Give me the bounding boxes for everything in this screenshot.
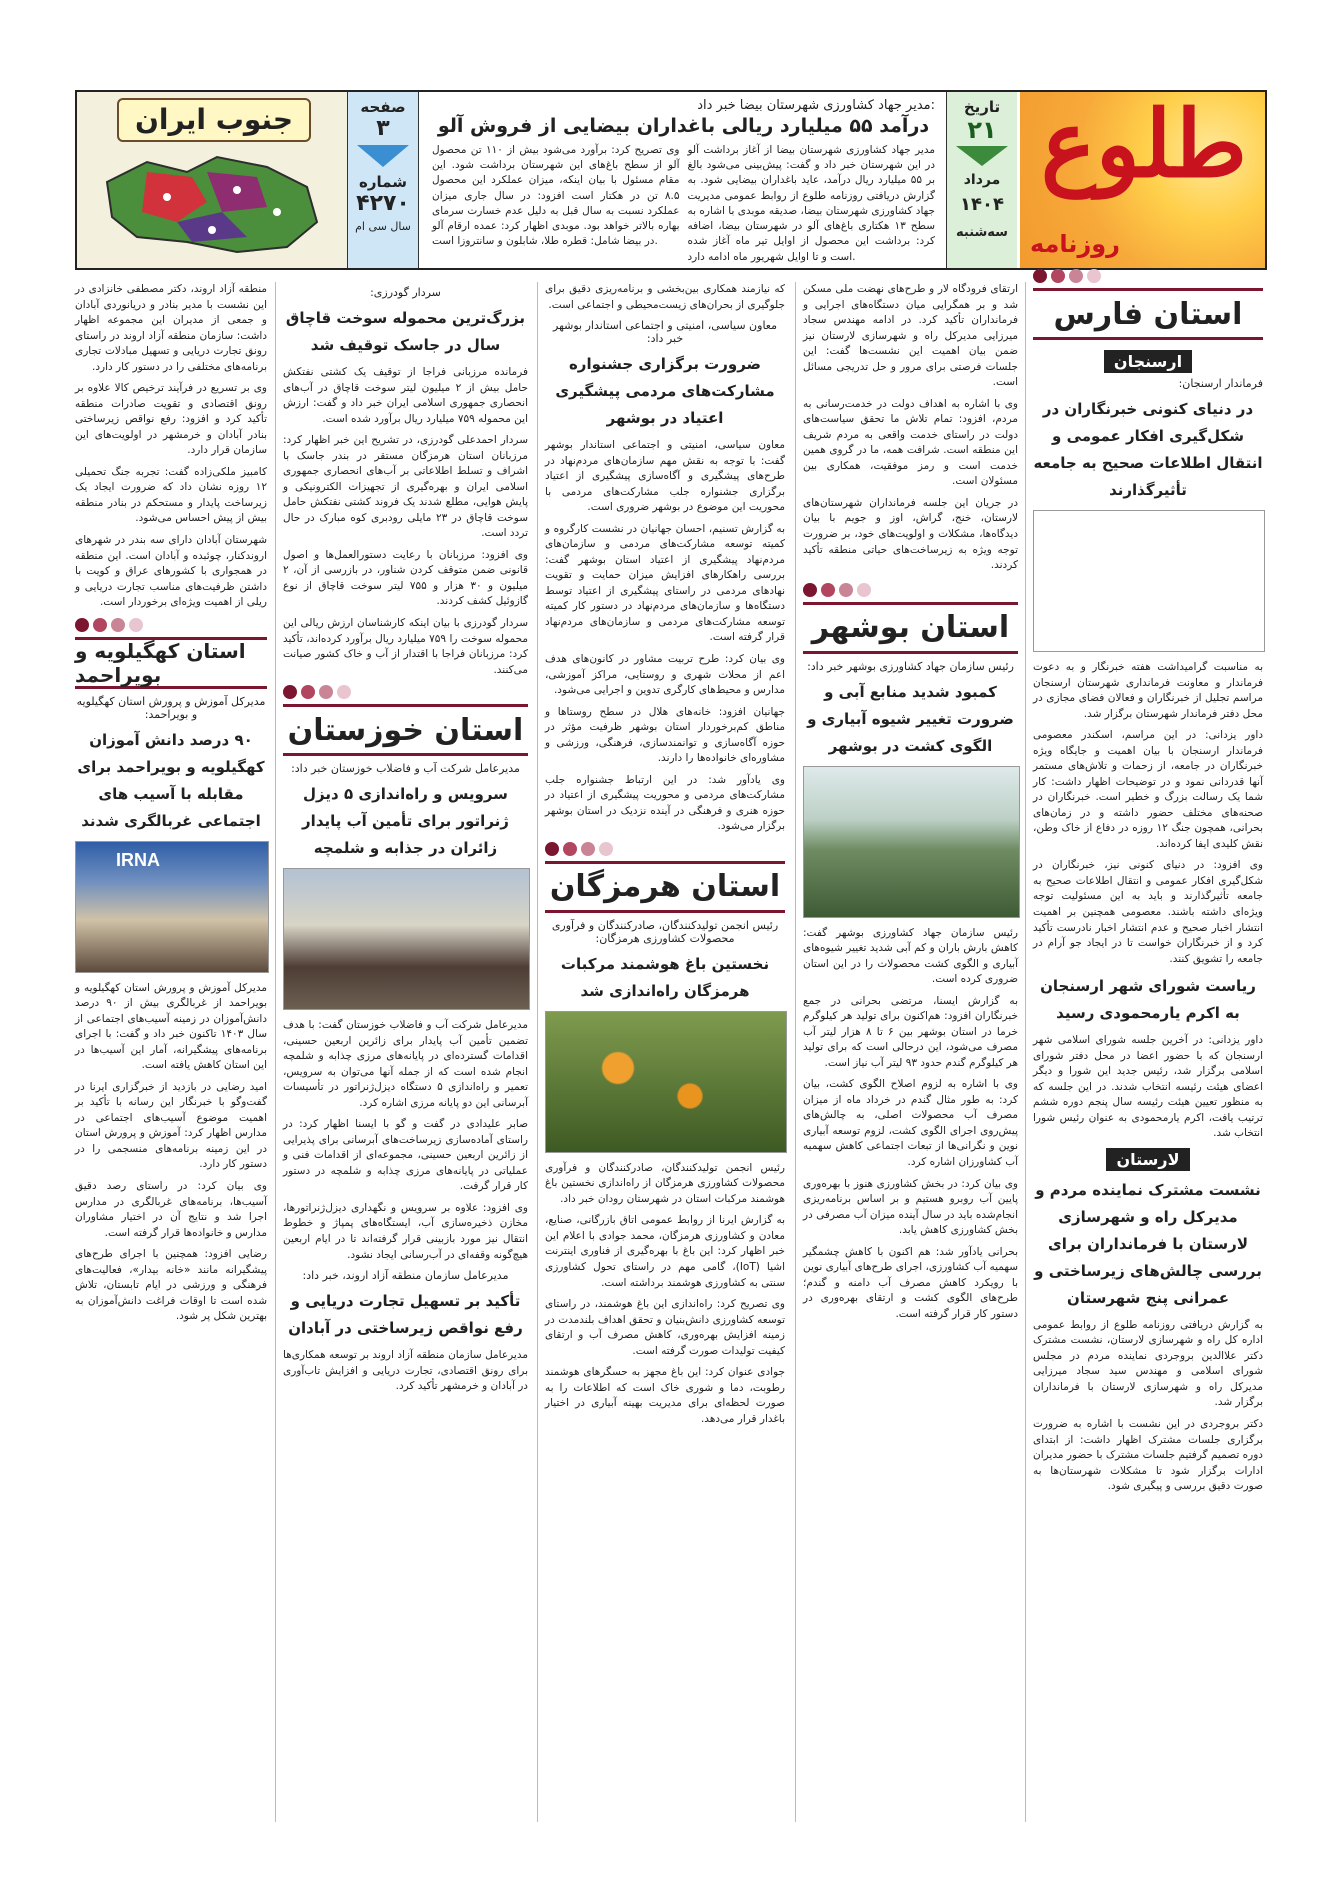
brand-subtitle: روزنامه bbox=[1030, 230, 1120, 258]
bushehr-paragraph: ارتقای فرودگاه لار و طرح‌های نهضت ملی مسکن شد و بر همگرایی میان دستگاه‌های اجرایی و فرمانداران تأکید کرد. در ادامه مهندس سجاد میرزایی مدیرکل راه و شهرسازی لارستان نیز ضمن بیان اهمیت این نشست‌ها گفت: این جلسات فرصتی برای مرور و حل تدریجی مسائل است. bbox=[803, 283, 1018, 389]
issue-number: ۴۲۷۰ bbox=[356, 191, 410, 216]
hormozgan-kicker-2: رئیس انجمن تولیدکنندگان، صادرکنندگان و فرآوری محصولات کشاورزی هرمزگان: bbox=[551, 918, 779, 945]
hormozgan-paragraph: وی تصریح کرد: راه‌اندازی این باغ هوشمند، در راستای توسعه کشاورزی دانش‌بنیان و تحقق اهداف بلندمدت در زمینه افزایش بهره‌وری، کاهش مصرف آب و ارتقای کیفیت تولیدات صورت گرفته است. bbox=[545, 1298, 785, 1357]
kohgiluyeh-paragraph: وی بر تسریع در فرآیند ترخیص کالا علاوه بر رونق اقتصادی و تقویت صادرات منطقه تأکید کرد و افزود: رفع نواقص زیرساختی بنادر آبادان و خرمشهر در اولویت‌های این سازمان قرار دارد. bbox=[75, 382, 267, 457]
fars-paragraph: به گزارش دریافتی روزنامه طلوع از روابط عمومی اداره کل راه و شهرسازی لارستان، نشست مشترک دکتر علاالدین بروجردی نماینده مردم در مجلس شورای اسلامی و مهندس سید سجاد میرزایی مدیرکل راه و شهرسازی لارستان با فرمانداران برگزار شد. bbox=[1033, 1318, 1263, 1409]
hormozgan-kicker: معاون سیاسی، امنیتی و اجتماعی استاندار بوشهر خبر داد: bbox=[553, 319, 777, 346]
hormozgan-paragraph: به گزارش ایرنا از روابط عمومی اتاق بازرگانی، صنایع، معادن و کشاورزی هرمزگان، محمد جوادی با اعلام این خبر اظهار کرد: این باغ با بهره‌گیری از فناوری اینترنت اشیا (IoT)، گامی مهم در راستای تحول کشاورزی سنتی به کشاورزی هوشمند برداشته است. bbox=[545, 1214, 785, 1289]
section-title-hormozgan: استان هرمزگان bbox=[545, 861, 785, 913]
top-kicker: مدیر جهاد کشاورزی شهرستان بیضا خبر داد: bbox=[697, 98, 935, 113]
month: مرداد bbox=[963, 172, 1001, 188]
region-title: جنوب ایران bbox=[117, 98, 311, 142]
kohgiluyeh-column bbox=[75, 282, 267, 1331]
section-title-kohgiluyeh: استان کهگیلویه و بویراحمد bbox=[75, 637, 267, 689]
khuzestan-kicker-2: مدیرعامل شرکت آب و فاضلاب خوزستان خبر داد: bbox=[291, 762, 520, 776]
kohgiluyeh-paragraph: امید رضایی در بازدید از خبرگزاری ایرنا در گفت‌وگو با خبرنگار این رسانه با تأکید بر اهمیت موضوع آسیب‌های اجتماعی در مدارس اظهار کرد: آموزش و پرورش استان در این زمینه برنامه‌های منسجمی را در دستور کار دارد. bbox=[75, 1080, 267, 1171]
kohgiluyeh-paragraph: کامبیز ملکی‌زاده گفت: تجربه جنگ تحمیلی ۱۲ روزه نشان داد که ضرورت ایجاد یک زیرساخت پایدار و مستحکم در بنادر منطقه بیش از پیش احساس می‌شود. bbox=[75, 465, 267, 525]
bushehr-headline: کمبود شدید منابع آبی و ضرورت تغییر شیوه آبیاری و الگوی کشت در بوشهر bbox=[807, 682, 1014, 755]
kohgiluyeh-headline: ۹۰ درصد دانش آموزان کهگیلویه و بویراحمد برای مقابله با آسیب های اجتماعی غربالگری شدند bbox=[77, 730, 265, 830]
page-number: ۳ bbox=[376, 116, 390, 141]
khuzestan-paragraph: مدیرعامل شرکت آب و فاضلاب خوزستان گفت: با هدف تضمین تأمین آب پایدار برای زائرین اربعین حسینی، اقدامات گسترده‌ای در پایانه‌های مرزی چذابه و شلمچه انجام شده است که از جمله آنها می‌توان به سرویس، تعمیر و راه‌اندازی ۵ دستگاه دیزل‌ژنراتور در تأسیسات آبرسانی این دو پایانه مرزی اشاره کرد. bbox=[283, 1019, 529, 1109]
fars-headline: در دنیای کنونی خبرنگاران در شکل‌گیری افکار عمومی و انتقال اطلاعات صحیح به جامعه تأثیرگذارند bbox=[1033, 400, 1263, 499]
bushehr-paragraph: بحرانی یادآور شد: هم اکنون با کاهش چشمگیر سهمیه آب کشاورزی، اجرای طرح‌های آبیاری نوین با رویکرد کاهش مصرف آب دامنه و گندم؛ طرح‌های الگوی کشت و ارتقای بهره‌وری در دستور کار قرار گرفته است. bbox=[803, 1245, 1018, 1320]
day: ۲۱ bbox=[967, 116, 997, 144]
tag-larestan: لارستان bbox=[1106, 1148, 1189, 1171]
khuzestan-column bbox=[283, 282, 528, 1401]
kohgiluyeh-paragraph: وی بیان کرد: در راستای رصد دقیق آسیب‌ها، برنامه‌های غربالگری در مدارس اجرا شد و نتایج آن در اختیار مشاوران مدارس و خانواده‌ها قرار گرفته است. bbox=[75, 1180, 267, 1239]
hormozgan-paragraph: وی یادآور شد: در این ارتباط جشنواره جلب مشارکت‌های مردمی و محوریت پیشگیری از اعتیاد در حوزه هنری و فرهنگی در آینده نزدیک در استان بوشهر برگزار می‌شود. bbox=[545, 773, 785, 833]
hormozgan-paragraph: جوادی عنوان کرد: این باغ مجهز به حسگرهای هوشمند رطوبت، دما و شوری خاک است که اطلاعات را به صورت لحظه‌ای برای مدیریت بهینه آبیاری در اختیار باغدار قرار می‌دهد. bbox=[545, 1366, 785, 1425]
bushehr-paragraph: وی بیان کرد: در بخش کشاورزی هنوز با بهره‌وری پایین آب روبرو هستیم و بر اساس برنامه‌ریزی انجام‌شده باید در سال آینده میزان آب مصرفی در بخش کشاورزی کاهش یابد. bbox=[803, 1177, 1018, 1237]
khuzestan-paragraph: فرمانده مرزبانی فراجا از توقیف یک کشتی نفتکش حامل بیش از ۲ میلیون لیتر سوخت قاچاق در آب‌های انحصاری جمهوری اسلامی ایران خبر داد و گفت: ارزش این محموله ۷۵۹ میلیارد ریال برآورد شده است. bbox=[283, 366, 528, 425]
issue-label: شماره bbox=[359, 173, 407, 191]
section-title-khuzestan: استان خوزستان bbox=[283, 704, 528, 756]
fars-paragraph: به مناسبت گرامیداشت هفته خبرنگار و به دعوت فرماندار و معاونت فرمانداری شهرستان ارسنجان مراسم تجلیل از خبرنگاران و فعالان فضای مجازی در محل دفتر فرماندار شهرستان برگزار شد. bbox=[1033, 661, 1263, 720]
fars-headline-2: ریاست شورای شهر ارسنجان به اکرم یارمحمودی رسید bbox=[1040, 977, 1256, 1023]
khuzestan-paragraph: سردار احمدعلی گودرزی، در تشریح این خبر اظهار کرد: مرزبانان استان هرمزگان مستقر در بندر جاسک با اشراف و تسلط اطلاعاتی بر آب‌های انحصاری جمهوری اسلامی ایران و بهره‌گیری از تجهیزات الکترونیکی و پایش هوایی، مطلع شدند یک فروند کشتی نفتکش حامل سوخت قاچاق در ۲۳ مایلی رودبری کوه مبارک در حال تردد است. bbox=[283, 434, 528, 540]
khuzestan-headline-3: تأکید بر تسهیل تجارت دریایی و رفع نواقص زیرساختی در آبادان bbox=[288, 1292, 523, 1338]
kohgiluyeh-paragraph: شهرستان آبادان دارای سه بندر در شهرهای اروندکنار، چوئبده و آبادان است. این منطقه در همجواری با کشورهای عراق و کویت با داشتن ظرفیت‌های مناسب تجارت دریایی و ریلی از اهمیت ویژه‌ای برخوردار است. bbox=[75, 533, 267, 609]
top-text: وی تصریح کرد: برآورد می‌شود بیش از ۱۱۰ تن محصول آلو از سطح باغ‌های این شهرستان برداشت شود. این مقام مسئول با بیان اینکه، میزان عملکرد این محصول ۸.۵ تن در هکتار است افزود: در سال جاری میزان عملکرد نسبت به سال قبل به دلیل عدم خسارت سرمای بهاره بالاتر خواهد بود. موبدی اظهار کرد: عمده ارقام آلو در بیضا شامل: قطره طلا، شابلون و سانتروزا است. bbox=[432, 144, 680, 248]
date-arrow-icon bbox=[956, 146, 1008, 166]
fars-kicker: فرماندار ارسنجان: bbox=[1178, 377, 1263, 390]
bushehr-paragraph: وی با اشاره به لزوم اصلاح الگوی کشت، بیان کرد: به طور مثال گندم در خرداد ماه از میزان مصرف آب محصولات اصلی، به چالش‌های پیش‌روی اجرای الگوی کشت، لزوم توسعه آبیاری نوین و نگرانی‌ها از تبعات اجتماعی کاهش سهمیه آب کشاورزان اشاره کرد. bbox=[803, 1078, 1018, 1168]
khuzestan-headline-2: سرویس و راه‌اندازی ۵ دیزل ژنراتور برای تأمین آب پایدار زائران در جذابه و شلمچه bbox=[302, 785, 509, 858]
date-box bbox=[946, 92, 1017, 268]
bushehr-paragraph: به گزارش ایسنا، مرتضی بحرانی در جمع خبرنگاران افزود: هم‌اکنون برای تولید هر کیلوگرم خرما در استان بوشهر بین ۶ تا ۸ هزار لیتر آب مصرف می‌شود، این درحالی است که برای تولید هر کیلوگرم گندم حدود ۹۳ لیتر آب نیاز است. bbox=[803, 994, 1019, 1069]
hormozgan-column bbox=[545, 282, 785, 1433]
hormozgan-paragraph: معاون سیاسی، امنیتی و اجتماعی استاندار بوشهر گفت: با توجه به نقش مهم سازمان‌های مردم‌نهاد در طرح‌های پیشگیری و آگاه‌سازی پیشگیری از اعتیاد برگزاری جشنواره جلب مشارکت‌های مردمی با محوریت این موضوع در بوشهر ضروری است. bbox=[545, 439, 785, 514]
newspaper-logo bbox=[1020, 92, 1265, 268]
fars-paragraph: داور یزدانی: در این مراسم، اسکندر معصومی فرماندار ارسنجان با بیان اهمیت و جایگاه ویژه خبرنگاران در جامعه، از زحمات و تلاش‌های مستمر آنها قدردانی نمود و در توضیحات اظهار داشت: کار شما یک رسالت بزرگ و خطیر است. خبرنگاران در صحنه‌های مختلف حضور داشته و در زمان‌های بحرانی، همچون جنگ ۱۲ روزه در دفاع از خاک وطن، نقش کلیدی ایفا کرده‌اند. bbox=[1033, 729, 1263, 850]
hormozgan-paragraph: رئیس انجمن تولیدکنندگان، صادرکنندگان و فرآوری محصولات کشاورزی هرمزگان از راه‌اندازی نخستین باغ هوشمند مرکبات استان در شهرستان رودان خبر داد. bbox=[545, 1161, 785, 1205]
khuzestan-paragraph: وی افزود: مرزبانان با رعایت دستورالعمل‌ها و اصول قانونی ضمن متوقف کردن شناور، در بازرسی از آن، ۲ میلیون و ۳۰ هزار و ۷۵۵ لیتر سوخت قاچاق از نوع گازوئیل کشف کردند. bbox=[283, 548, 528, 608]
khuzestan-paragraph: مدیرعامل سازمان منطقه آزاد اروند بر توسعه همکاری‌ها برای رونق اقتصادی، تجارت دریایی و افزایش تاب‌آوری در آبادان و خرمشهر تأکید کرد. bbox=[283, 1349, 528, 1393]
hormozgan-paragraph: که نیازمند همکاری بین‌بخشی و برنامه‌ریزی دقیق برای جلوگیری از بحران‌های زیست‌محیطی و اجتماعی است. bbox=[545, 283, 785, 311]
pilgrims-photo bbox=[283, 868, 530, 1010]
hormozgan-headline: ضرورت برگزاری جشنواره مشارکت‌های مردمی پیشگیری اعتیاد در بوشهر bbox=[555, 355, 775, 428]
section-title-fars: استان فارس bbox=[1033, 288, 1263, 340]
khuzestan-headline: بزرگ‌ترین محموله سوخت قاچاق سال در جاسک توقیف شد bbox=[285, 309, 526, 354]
kohgiluyeh-kicker: مدیرکل آموزش و پرورش استان کهگیلویه و بویراحمد: bbox=[76, 694, 266, 721]
khuzestan-kicker: سردار گودرزی: bbox=[370, 286, 441, 299]
irna-logo: IRNA bbox=[116, 849, 160, 870]
bushehr-kicker: رئیس سازمان جهاد کشاورزی بوشهر خبر داد: bbox=[807, 659, 1014, 673]
page-arrow-icon bbox=[357, 145, 409, 167]
ceremony-photo bbox=[1033, 510, 1265, 652]
citrus-orchard-photo bbox=[545, 1011, 787, 1153]
year-label: سال سی ام bbox=[355, 220, 411, 233]
fars-paragraph: وی افزود: در دنیای کنونی نیز، خبرنگاران در شکل‌گیری افکار عمومی و انتقال اطلاعات صحیح به جامعه تأثیرگذارند و باید به این مسئولیت توجه ویژه‌ای داشته باشند. معصومی همچنین بر اهمیت انتشار اخبار صحیح و عدم انتشار اخبار نادرست تأکید کرد و از خبرنگاران خواست تا در ایجاد جو آرام در جامعه را تشویق کنند. bbox=[1033, 859, 1263, 965]
hormozgan-paragraph: جهانیان افزود: خانه‌های هلال در سطح روستاها و مناطق کم‌برخوردار استان بوشهر ظرفیت مؤثر در حوزه آگاه‌سازی و توانمندسازی، فرهنگی، ورزشی و مشاوره‌ای خانواده‌ها را دارند. bbox=[545, 705, 785, 765]
masthead bbox=[75, 90, 1267, 270]
top-headline: درآمد ۵۵ میلیارد ریالی باغداران بیضایی از فروش آلو bbox=[437, 115, 930, 137]
page-info bbox=[347, 92, 419, 268]
top-text: مدیر جهاد کشاورزی شهرستان بیضا از آغاز برداشت آلو در این شهرستان خبر داد و گفت: پیش‌بینی می‌شود بالغ بر ۵۵ میلیارد ریال درآمد، عاید باغداران بیضایی شود. به گزارش دریافتی روزنامه طلوع از روابط عمومی مدیریت جهاد کشاورزی شهرستان بیضا، صدیقه موبدی با اشاره به سطح ۱۳ هکتاری باغ‌های آلو در شهرستان بیضا، اضافه کرد: برداشت این محصول از اوایل تیر ماه آغاز شده است و تا اوایل شهریور ماه ادامه دارد. bbox=[687, 144, 936, 263]
bushehr-column bbox=[803, 282, 1018, 1328]
hormozgan-paragraph: به گزارش تسنیم، احسان جهانیان در نشست کارگروه و کمیته توسعه مشارکت‌های مردمی و سازمان‌های مردم‌نهاد پیشگیری از اعتیاد استان بوشهر گفت: بررسی راهکارهای افزایش میزان حمایت و تقویت نهادهای مردمی در راستای پیشگیری از اعتیاد توسط دستگاه‌ها و سازمان‌های مردم‌نهاد در دستور کار کمیته توسعه مشارکت‌های مردمی و سازمان‌های مردم‌نهاد قرار گرفته است. bbox=[545, 522, 785, 644]
brand-name: طلوع bbox=[1040, 90, 1247, 198]
hormozgan-paragraph: وی بیان کرد: طرح تربیت مشاور در کانون‌های هدف اعم از محلات شهری و روستایی، مراکز آموزشی، مدارس و محیط‌های کارگری تدوین و اجرایی می‌شود. bbox=[545, 652, 785, 697]
bushehr-paragraph: در جریان این جلسه فرمانداران شهرستان‌های لارستان، خنج، گراش، اوز و جویم با بیان دیدگاه‌ها، مشکلات و اولویت‌های خود، بر ضرورت توجه ویژه به زیرساخت‌های حیاتی منطقه تأکید کردند. bbox=[803, 496, 1018, 572]
region-box bbox=[77, 92, 347, 268]
top-story bbox=[422, 92, 945, 268]
hormozgan-headline-2: نخستین باغ هوشمند مرکبات هرمزگان راه‌اندازی شد bbox=[560, 954, 770, 1000]
khuzestan-paragraph: وی افزود: علاوه بر سرویس و نگهداری دیزل‌ژنراتورها، مخازن ذخیره‌سازی آب، ایستگاه‌های پمپاژ و خطوط انتقال نیز مورد بازبینی قرار گرفته‌اند تا در ایام اربعین هیچ‌گونه وقفه‌ای در آب‌رسانی ایجاد نشود. bbox=[283, 1201, 528, 1261]
fars-paragraph: داور یزدانی: در آخرین جلسه شورای اسلامی شهر ارسنجان که با حضور اعضا در محل دفتر شورای اسلامی برگزار شد، رئیس جدید این شورا و دیگر اعضای هیئت رئیسه انتخاب شدند. در این جلسه که به منظور تعیین هیئت رئیسه سال پنجم دوره ششم ترتیب یافت، اکرم یارمحمودی به عنوان رئیس شورا انتخاب شد. bbox=[1033, 1034, 1263, 1140]
bushehr-paragraph: رئیس سازمان جهاد کشاورزی بوشهر گفت: کاهش بارش باران و کم آبی شدید تغییر شیوه‌های آبیاری و الگوی کشت محصولات را در این استان ضروری کرده است. bbox=[803, 926, 1018, 986]
section-title-bushehr: استان بوشهر bbox=[803, 602, 1018, 654]
fars-paragraph: دکتر بروجردی در این نشست با اشاره به ضرورت برگزاری جلسات مشترک اظهار داشت: از ابتدای دوره تصمیم گرفتیم جلسات مشترک با حضور مدیران ادارات برگزار شود تا مشکلات شهرستان‌ها به صورت دقیق بررسی و پیگیری شود. bbox=[1033, 1418, 1263, 1493]
page-label: صفحه bbox=[360, 98, 406, 116]
tag-arsanjan: ارسنجان bbox=[1104, 350, 1192, 373]
kohgiluyeh-paragraph: منطقه آزاد اروند، دکتر مصطفی خانزادی در این نشست با مدیر بنادر و دریانوردی آبادان و جمعی از مدیران این مجموعه اظهار داشت: سازمان منطقه آزاد اروند در راستای رونق تجارت دریایی و تسهیل مبادلات تجاری برنامه‌های مختلفی را در دستور کار دارد. bbox=[75, 283, 267, 373]
khuzestan-kicker-3: مدیرعامل سازمان منطقه آزاد اروند، خبر داد: bbox=[302, 1269, 509, 1283]
weekday: سه‌شنبه bbox=[956, 225, 1008, 240]
fars-column bbox=[1033, 282, 1263, 1501]
kohgiluyeh-paragraph: مدیرکل آموزش و پرورش استان کهگیلویه و بویراحمد از غربالگری بیش از ۹۰ درصد دانش‌آموزان در زمینه آسیب‌های اجتماعی از سال ۱۴۰۳ تاکنون خبر داد و گفت: با اجرای برنامه‌های پیشگیرانه، آمار این آسیب‌ها در این استان کاهش یافته است. bbox=[75, 981, 267, 1072]
kohgiluyeh-paragraph: رضایی افزود: همچنین با اجرای طرح‌های پیشگیرانه مانند «خانه بیدار»، فعالیت‌های فرهنگی و ورزشی در ایام تابستان، تلاش شده است تا اوقات فراغت دانش‌آموزان به بهترین شکل پر شود. bbox=[75, 1248, 267, 1323]
date-label: تاریخ bbox=[963, 98, 1001, 116]
fars-headline-3: نشست مشترک نماینده مردم و مدیرکل راه و شهرسازی لارستان با فرمانداران برای بررسی چالش‌های زیرساختی و عمرانی پنج شهرستان bbox=[1034, 1180, 1262, 1307]
region-map-icon bbox=[97, 142, 327, 262]
palm-grove-photo bbox=[803, 766, 1020, 918]
bushehr-paragraph: وی با اشاره به اهداف دولت در خدمت‌رسانی به مردم، افزود: تمام تلاش ما تحقق سیاست‌های دولت در راستای خدمت واقعی به مردم شریف این منطقه است. شرافت همه، ما در گروی همین خدمت است و رمز موفقیت، همکاری بین مسئولان است. bbox=[803, 397, 1018, 488]
year: ۱۴۰۴ bbox=[960, 194, 1004, 215]
khuzestan-paragraph: صابر علیدادی در گفت و گو با ایسنا اظهار کرد: در راستای آماده‌سازی زیرساخت‌های آبرسانی برای پذیرایی از زائرین اربعین حسینی، مجموعه‌ای از اقدامات فنی و عملیاتی در پایانه‌های مرزی چذابه و شلمچه در دستور کار قرار گرفت. bbox=[283, 1118, 528, 1193]
irna-office-photo bbox=[75, 841, 269, 973]
khuzestan-paragraph: سردار گودرزی با بیان اینکه کارشناسان ارزش ریالی این محموله سوخت را ۷۵۹ میلیارد ریال برآورد کرده‌اند، تأکید کرد: مرزبانان فراجا با اقتدار از آب و خاک کشور صیانت می‌کنند. bbox=[283, 616, 529, 676]
